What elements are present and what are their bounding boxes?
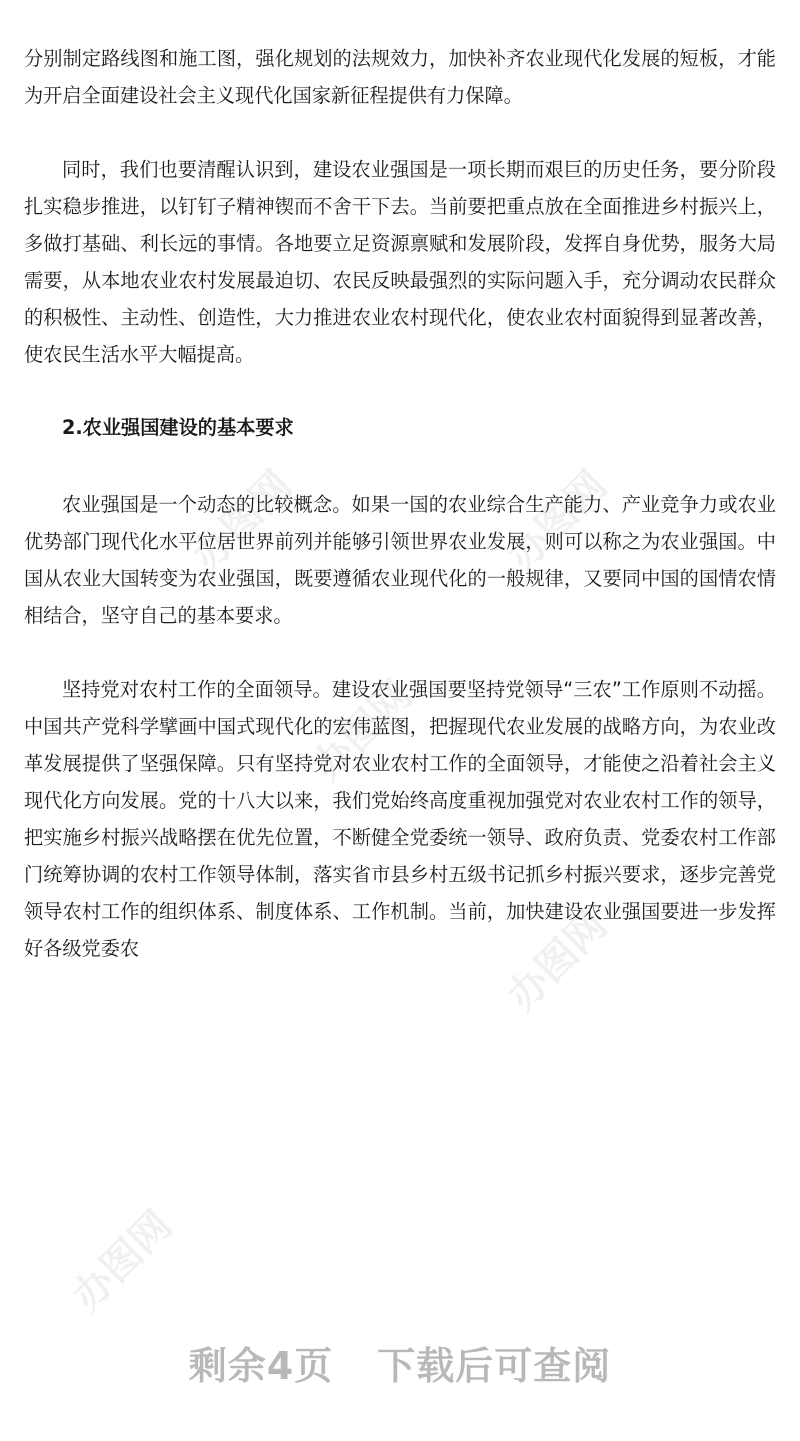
paragraph-2: 同时，我们也要清醒认识到，建设农业强国是一项长期而艰巨的历史任务，要分阶段扎实稳步推进，以钉钉子精神锲而不舍干下去。当前要把重点放在全面推进乡村振兴上，多做打基础、利长远的事情。各地要立足资源禀赋和发展阶段，发挥自身优势，服务大局需要，从本地农业农村发展最迫切、农民反映最强烈的实际问题入手，充分调动农民群众的积极性、主动性、创造性，大力推进农业农村现代化，使农业农村面貌得到显著改善，使农民生活水平大幅提高。 [24, 158, 776, 366]
watermark: 办图网 [183, 462, 302, 580]
paragraph-4: 坚持党对农村工作的全面领导。建设农业强国要坚持党领导“三农”工作原则不动摇。中国共产党科学擘画中国式现代化的宏伟蓝图，把握现代农业发展的战略方向，为农业改革发展提供了坚强保障。只有坚持党对农业农村工作的全面领导，才能使之沿着社会主义现代化方向发展。党的十八大以来，我们党始终高度重视加强党对农业农村工作的领导，把实施乡村振兴战略摆在优先位置，不断健全党委统一领导、政府负责、党委农村工作部门统筹协调的农村工作领导体制，落实省市县乡村五级书记抓乡村振兴要求，逐步完善党领导农村工作的组织体系、制度体系、工作机制。当前，加快建设农业强国要进一步发挥好各级党委农 [24, 678, 776, 960]
section-heading: 2.农业强国建设的基本要求 [62, 416, 294, 439]
watermark: 办图网 [498, 462, 617, 580]
download-prompt[interactable] [0, 1335, 800, 1390]
watermark: 办图网 [63, 1202, 182, 1320]
paragraph-1: 分别制定路线图和施工图，强化规划的法规效力，加快补齐农业现代化发展的短板，才能为开启全面建设社会主义现代化国家新征程提供有力保障。 [24, 47, 776, 107]
download-to-view-label: 下载后可查阅 [377, 1344, 612, 1388]
watermark: 办图网 [303, 672, 422, 790]
paragraph-3: 农业强国是一个动态的比较概念。如果一国的农业综合生产能力、产业竞争力或农业优势部门现代化水平位居世界前列并能够引领世界农业发展，则可以称之为农业强国。中国从农业大国转变为农业强国，既要遵循农业现代化的一般规律，又要同中国的国情农情相结合，坚守自己的基本要求。 [24, 493, 776, 627]
watermark: 办图网 [498, 902, 617, 1020]
document-body [24, 40, 776, 992]
remaining-pages-label: 剩余4页 [188, 1344, 334, 1388]
